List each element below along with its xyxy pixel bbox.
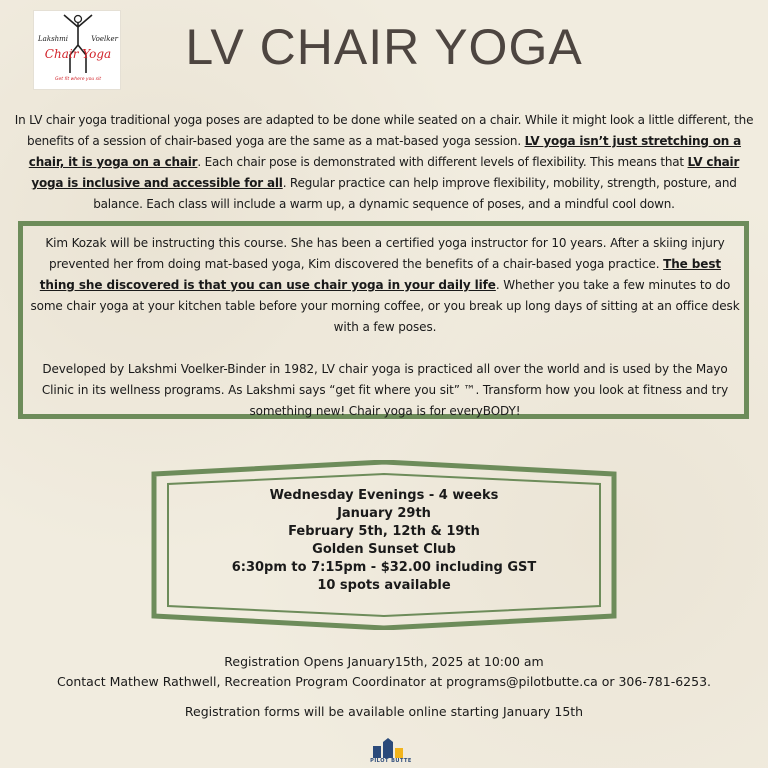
schedule-time-price: 6:30pm to 7:15pm - $32.00 including GST [231,560,537,575]
intro-paragraph: In LV chair yoga traditional yoga poses are adapted to be done while seated on a chair. While it might look a little different, the benefits of a session of chair-based yoga are the same as a mat-based yoga session. LV yoga isn’t just stretching on a chair, it is yoga on a chair. Each chair pose is demonstrated with different levels of flexibility. This means that LV chair yoga is inclusive and accessible for all. Regular practice can help improve flexibility, mobility, strength, posture, and balance. Each class will include a warm up, a dynamic sequence of poses, and a mindful cool down. [14,113,754,211]
instructor-paragraph: Kim Kozak will be instructing this course. She has been a certified yoga instructor for 10 years. After a skiing injury prevented her from doing mat-based yoga, Kim discovered the benefits of a chair-based yoga practice. The best thing she discovered is that you can use chair yoga in your daily life. Whether you take a few minutes to do some chair yoga at your kitchen table before your morning coffee, or you break up long days of sitting at an office desk with a few poses. [30,236,740,334]
logo-brand: Chair Yoga [44,47,112,61]
schedule-day: Wednesday Evenings - 4 weeks [269,488,499,503]
logo-tagline: Get fit where you sit [55,77,101,82]
schedule-location: Golden Sunset Club [312,542,456,557]
page-title: LV CHAIR YOGA [185,19,583,75]
schedule-dates: February 5th, 12th & 19th [288,524,480,539]
intro-highlight-2: LV chair yoga is inclusive and accessible for all [31,155,740,190]
town-icon [361,738,421,760]
registration-info [0,652,768,692]
registration-forms: Registration forms will be available online starting January 15th [184,704,584,719]
registration-opens: Registration Opens January15th, 2025 at 10:00 am [224,654,544,669]
pilot-butte-logo: PILOT BUTTE [361,738,421,766]
instructor-highlight: The best thing she discovered is that you can use chair yoga in your daily life [39,257,721,292]
logo-name: Lakshmi Voelker [38,35,118,43]
schedule-date-1: January 29th [337,506,431,521]
schedule-info [170,487,598,595]
registration-contact: Contact Mathew Rathwell, Recreation Program Coordinator at programs@pilotbutte.ca or 306-781-6253. [56,674,712,689]
history-paragraph: Developed by Lakshmi Voelker-Binder in 1982, LV chair yoga is practiced all over the world and is used by the Mayo Clinic in its wellness programs. As Lakshmi says “get fit where you sit” ™. Transform how you look at fitness and try something new! Chair yoga is for everyBODY! [41,362,729,418]
instructor-box [30,233,740,443]
schedule-spots: 10 spots available [317,578,451,593]
intro-highlight-1: LV yoga isn’t just stretching on a chair, it is yoga on a chair [28,134,741,169]
